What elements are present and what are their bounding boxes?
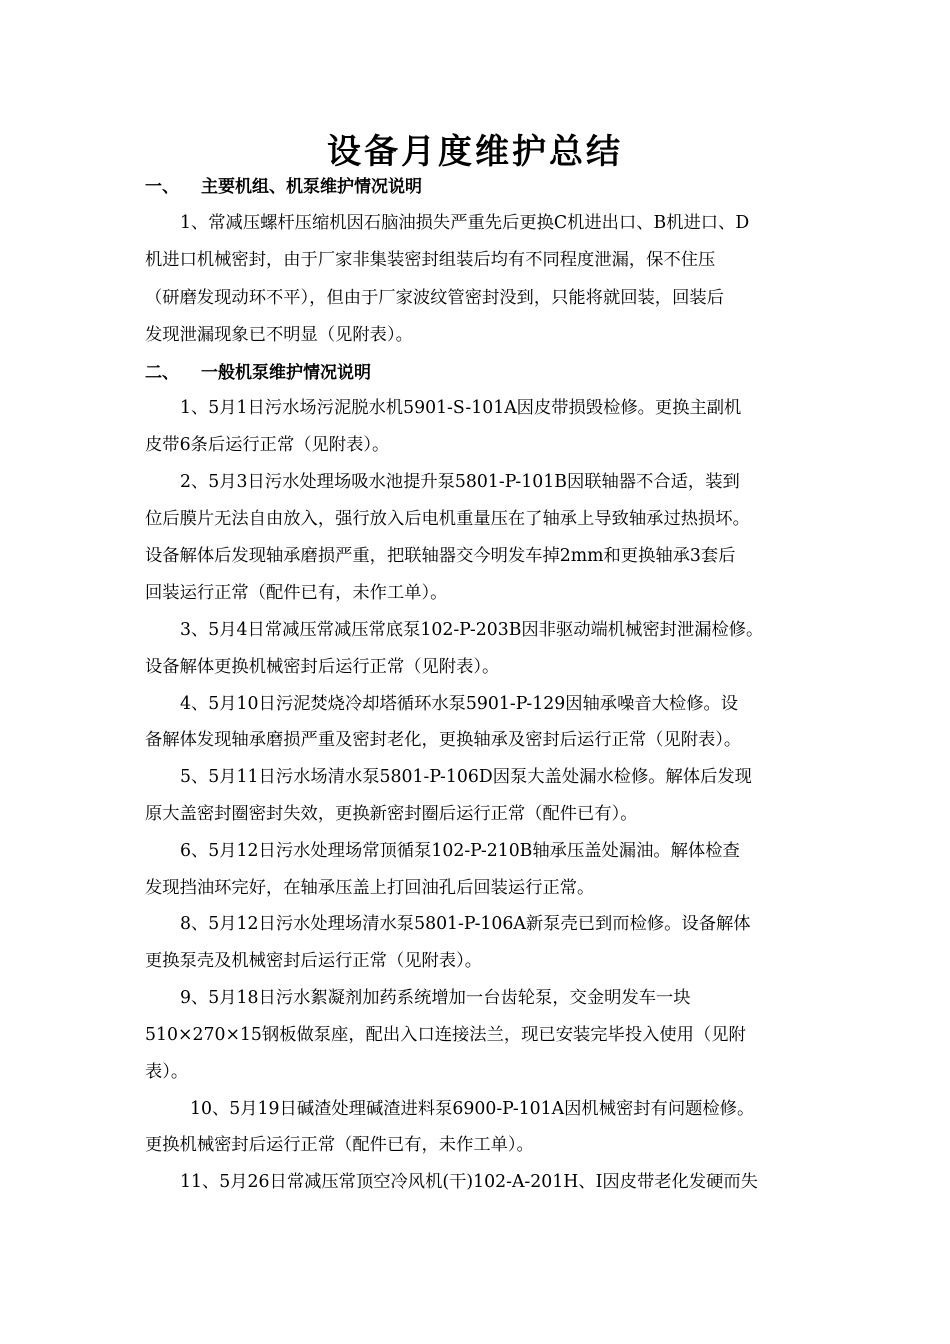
paragraph-line: 更换泵壳及机械密封后运行正常（见附表）。 [145, 951, 482, 971]
paragraph-line: 回装运行正常（配件已有，未作工单）。 [145, 583, 448, 603]
paragraph-line: 原大盖密封圈密封失效，更换新密封圈后运行正常（配件已有）。 [145, 804, 638, 824]
paragraph-line: 1、5月1日污水场污泥脱水机5901-S-101A因皮带损毁检修。更换主副机 [180, 398, 742, 418]
paragraph-line: 设备解体后发现轴承磨损严重，把联轴器交今明发车掉2mm和更换轴承3套后 [145, 546, 736, 566]
paragraph-line: 11、5月26日常减压常顶空冷风机(干)102-A-201H、I因皮带老化发硬而失 [180, 1172, 758, 1192]
paragraph-line: 1、常减压螺杆压缩机因石脑油损失严重先后更换C机进出口、B机进口、D [180, 213, 750, 233]
paragraph-line: 4、5月10日污泥焚烧冷却塔循环水泵5901-P-129因轴承噪音大检修。设 [180, 694, 739, 714]
paragraph-line: 发现挡油环完好，在轴承压盖上打回油孔后回装运行正常。 [145, 878, 595, 898]
section-title-2: 一般机泵维护情况说明 [201, 363, 371, 383]
paragraph-line: 10、5月19日碱渣处理碱渣进料泵6900-P-101A因机械密封有问题检修。 [190, 1099, 755, 1119]
paragraph-line: 9、5月18日污水絮凝剂加药系统增加一台齿轮泵，交金明发车一块 [180, 988, 691, 1008]
paragraph-line: 6、5月12日污水处理场常顶循泵102-P-210B轴承压盖处漏油。解体检查 [180, 841, 740, 861]
paragraph-line: 2、5月3日污水处理场吸水池提升泵5801-P-101B因联轴器不合适，装到 [180, 472, 740, 492]
paragraph-line: 510×270×15钢板做泵座，配出入口连接法兰，现已安装完毕投入使用（见附 [145, 1025, 746, 1045]
paragraph-line: 表）。 [145, 1062, 189, 1082]
paragraph-line: 位后膜片无法自由放入，强行放入后电机重量压在了轴承上导致轴承过热损坏。 [145, 509, 750, 529]
page-title: 设备月度维护总结 [327, 132, 623, 172]
paragraph-line: 备解体发现轴承磨损严重及密封老化，更换轴承及密封后运行正常（见附表）。 [145, 730, 742, 750]
paragraph-line: 皮带6条后运行正常（见附表）。 [145, 435, 390, 455]
paragraph-line: 发现泄漏现象已不明显（见附表）。 [145, 325, 413, 345]
paragraph-line: （研磨发现动环不平），但由于厂家波纹管密封没到，只能将就回装，回装后 [145, 288, 724, 308]
section-heading-1 [145, 175, 422, 199]
paragraph-line: 更换机械密封后运行正常（配件已有，未作工单）。 [145, 1135, 534, 1155]
paragraph-line: 机进口机械密封，由于厂家非集装密封组装后均有不同程度泄漏，保不住压 [145, 250, 716, 270]
paragraph-line: 设备解体更换机械密封后运行正常（见附表）。 [145, 657, 500, 677]
section-heading-2 [145, 361, 371, 385]
paragraph-line: 5、5月11日污水场清水泵5801-P-106D因泵大盖处漏水检修。解体后发现 [180, 767, 752, 787]
section-number-2: 二、 [145, 363, 179, 383]
section-title-1: 主要机组、机泵维护情况说明 [201, 177, 422, 197]
paragraph-line: 3、5月4日常减压常减压常底泵102-P-203B因非驱动端机械密封泄漏检修。 [180, 620, 764, 640]
paragraph-line: 8、5月12日污水处理场清水泵5801-P-106A新泵壳已到而检修。设备解体 [180, 914, 751, 934]
section-number-1: 一、 [145, 177, 179, 197]
